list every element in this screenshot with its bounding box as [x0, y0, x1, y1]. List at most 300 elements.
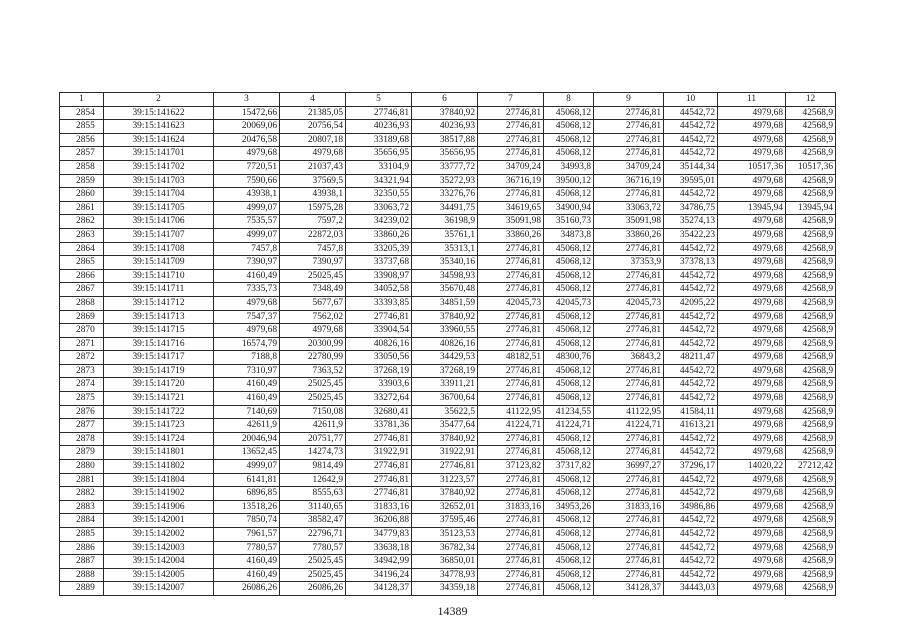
table-cell: 7140,69: [214, 405, 280, 419]
table-cell: 34851,59: [412, 296, 478, 310]
column-header: 5: [346, 93, 412, 107]
table-cell: 4979,68: [718, 120, 786, 134]
table-cell: 34619,65: [478, 201, 544, 215]
table-cell: 7850,74: [214, 514, 280, 528]
table-cell: 7150,08: [280, 405, 346, 419]
table-cell: 34429,53: [412, 351, 478, 365]
table-cell: 27746,81: [478, 541, 544, 555]
table-cell: 33638,18: [346, 541, 412, 555]
table-row: [60, 419, 836, 433]
table-cell: 14274,73: [280, 446, 346, 460]
table-cell: 44542,72: [664, 310, 718, 324]
table-cell: 42568,9: [786, 473, 836, 487]
table-cell: 39:15:141724: [104, 432, 214, 446]
table-cell: 4979,68: [214, 147, 280, 161]
column-header: 3: [214, 93, 280, 107]
table-cell: 7780,57: [214, 541, 280, 555]
table-cell: 32350,55: [346, 188, 412, 202]
table-cell: 27212,42: [786, 460, 836, 474]
table-cell: 4979,68: [718, 364, 786, 378]
table-cell: 27746,81: [478, 283, 544, 297]
table-cell: 35123,53: [412, 528, 478, 542]
table-row: [60, 215, 836, 229]
table-cell: 27746,81: [478, 568, 544, 582]
table-row: [60, 528, 836, 542]
table-row: [60, 568, 836, 582]
table-cell: 33860,26: [478, 228, 544, 242]
table-cell: 31922,91: [412, 446, 478, 460]
table-cell: 39:15:141707: [104, 228, 214, 242]
table-cell: 44542,72: [664, 337, 718, 351]
table-cell: 4979,68: [718, 106, 786, 120]
table-cell: 35091,98: [478, 215, 544, 229]
table-cell: 7457,8: [214, 242, 280, 256]
table-cell: 2877: [60, 419, 104, 433]
table-cell: 27746,81: [594, 378, 664, 392]
table-row: [60, 541, 836, 555]
table-cell: 39:15:141717: [104, 351, 214, 365]
table-cell: 45068,12: [544, 528, 594, 542]
table-cell: 41224,71: [594, 419, 664, 433]
table-cell: 42568,9: [786, 337, 836, 351]
table-cell: 2865: [60, 256, 104, 270]
table-cell: 4979,68: [718, 582, 786, 596]
table-cell: 27746,81: [478, 256, 544, 270]
table-cell: 45068,12: [544, 446, 594, 460]
table-cell: 45068,12: [544, 147, 594, 161]
table-cell: 2872: [60, 351, 104, 365]
table-cell: 20756,54: [280, 120, 346, 134]
table-cell: 45068,12: [544, 364, 594, 378]
table-cell: 27746,81: [478, 446, 544, 460]
table-cell: 34128,37: [594, 582, 664, 596]
table-cell: 39:15:141716: [104, 337, 214, 351]
table-cell: 44542,72: [664, 392, 718, 406]
table-row: [60, 364, 836, 378]
table-cell: 27746,81: [346, 460, 412, 474]
table-cell: 12642,9: [280, 473, 346, 487]
table-cell: 34128,37: [346, 582, 412, 596]
table-cell: 37840,92: [412, 432, 478, 446]
table-cell: 34900,94: [544, 201, 594, 215]
column-header: 12: [786, 93, 836, 107]
table-cell: 44542,72: [664, 568, 718, 582]
table-cell: 42568,9: [786, 392, 836, 406]
table-cell: 48211,47: [664, 351, 718, 365]
table-cell: 33272,64: [346, 392, 412, 406]
table-cell: 34359,18: [412, 582, 478, 596]
table-cell: 2866: [60, 269, 104, 283]
table-cell: 4979,68: [718, 500, 786, 514]
table-cell: 33860,26: [594, 228, 664, 242]
table-cell: 27746,81: [594, 133, 664, 147]
table-cell: 2858: [60, 160, 104, 174]
table-cell: 34491,75: [412, 201, 478, 215]
table-cell: 39:15:141710: [104, 269, 214, 283]
table-cell: 32680,41: [346, 405, 412, 419]
table-cell: 44542,72: [664, 242, 718, 256]
column-header: 6: [412, 93, 478, 107]
table-row: [60, 188, 836, 202]
table-cell: 10517,36: [786, 160, 836, 174]
table-header-row: [60, 93, 836, 107]
table-cell: 22780,99: [280, 351, 346, 365]
table-cell: 34598,93: [412, 269, 478, 283]
table-cell: 37840,92: [412, 106, 478, 120]
table-cell: 27746,81: [594, 324, 664, 338]
table-cell: 7457,8: [280, 242, 346, 256]
table-cell: 35144,34: [664, 160, 718, 174]
table-cell: 41224,71: [478, 419, 544, 433]
table-cell: 26086,26: [214, 582, 280, 596]
table-cell: 33860,26: [346, 228, 412, 242]
table-cell: 39:15:141624: [104, 133, 214, 147]
table-cell: 7535,57: [214, 215, 280, 229]
table-cell: 4979,68: [718, 242, 786, 256]
table-cell: 35274,13: [664, 215, 718, 229]
table-cell: 4160,49: [214, 392, 280, 406]
table-cell: 27746,81: [346, 432, 412, 446]
table-cell: 2870: [60, 324, 104, 338]
table-cell: 25025,45: [280, 378, 346, 392]
table-cell: 37595,46: [412, 514, 478, 528]
table-cell: 44542,72: [664, 133, 718, 147]
table-cell: 36782,34: [412, 541, 478, 555]
table-row: [60, 460, 836, 474]
table-cell: 42095,22: [664, 296, 718, 310]
table-cell: 7390,97: [214, 256, 280, 270]
table-cell: 45068,12: [544, 555, 594, 569]
table-cell: 4979,68: [718, 405, 786, 419]
table-cell: 13945,94: [786, 201, 836, 215]
table-cell: 42611,9: [280, 419, 346, 433]
table-cell: 38517,88: [412, 133, 478, 147]
table-cell: 34443,03: [664, 582, 718, 596]
table-cell: 42568,9: [786, 487, 836, 501]
table-cell: 42568,9: [786, 228, 836, 242]
table-cell: 15472,66: [214, 106, 280, 120]
table-cell: 2873: [60, 364, 104, 378]
table-cell: 45068,12: [544, 310, 594, 324]
table-cell: 2875: [60, 392, 104, 406]
table-cell: 37268,19: [412, 364, 478, 378]
table-cell: 10517,36: [718, 160, 786, 174]
table-cell: 34196,24: [346, 568, 412, 582]
table-cell: 33104,9: [346, 160, 412, 174]
table-cell: 4979,68: [214, 324, 280, 338]
table-row: [60, 337, 836, 351]
table-cell: 42568,9: [786, 419, 836, 433]
table-cell: 38582,47: [280, 514, 346, 528]
table-cell: 31833,16: [346, 500, 412, 514]
table-cell: 27746,81: [478, 147, 544, 161]
table-cell: 39:15:141723: [104, 419, 214, 433]
table-cell: 42568,9: [786, 378, 836, 392]
table-cell: 34986,86: [664, 500, 718, 514]
table-cell: 35656,95: [346, 147, 412, 161]
table-cell: 33737,68: [346, 256, 412, 270]
table-cell: 31140,65: [280, 500, 346, 514]
table-cell: 4979,68: [718, 487, 786, 501]
table-cell: 37317,82: [544, 460, 594, 474]
table-cell: 36206,88: [346, 514, 412, 528]
table-cell: 7562,02: [280, 310, 346, 324]
column-header: 10: [664, 93, 718, 107]
table-cell: 40826,16: [412, 337, 478, 351]
table-cell: 25025,45: [280, 269, 346, 283]
table-cell: 42568,9: [786, 582, 836, 596]
table-cell: 34953,26: [544, 500, 594, 514]
column-header: 2: [104, 93, 214, 107]
table-cell: 20300,99: [280, 337, 346, 351]
table-cell: 42568,9: [786, 324, 836, 338]
table-cell: 27746,81: [594, 364, 664, 378]
table-cell: 2887: [60, 555, 104, 569]
table-cell: 44542,72: [664, 106, 718, 120]
table-cell: 44542,72: [664, 555, 718, 569]
table-cell: 7720,51: [214, 160, 280, 174]
table-cell: 4979,68: [718, 256, 786, 270]
table-cell: 42568,9: [786, 106, 836, 120]
table-cell: 9814,49: [280, 460, 346, 474]
table-cell: 16574,79: [214, 337, 280, 351]
table-cell: 4979,68: [718, 228, 786, 242]
table-cell: 27746,81: [594, 188, 664, 202]
table-cell: 37378,13: [664, 256, 718, 270]
table-cell: 2855: [60, 120, 104, 134]
table-cell: 45068,12: [544, 541, 594, 555]
table-cell: 41613,21: [664, 419, 718, 433]
table-row: [60, 392, 836, 406]
table-cell: 40236,93: [412, 120, 478, 134]
table-cell: 42568,9: [786, 283, 836, 297]
table-cell: 39:15:141715: [104, 324, 214, 338]
table-cell: 2869: [60, 310, 104, 324]
table-cell: 44542,72: [664, 528, 718, 542]
table-cell: 31223,57: [412, 473, 478, 487]
table-cell: 31833,16: [594, 500, 664, 514]
table-cell: 35622,5: [412, 405, 478, 419]
table-cell: 39:15:141721: [104, 392, 214, 406]
table-row: [60, 487, 836, 501]
table-cell: 4999,07: [214, 228, 280, 242]
table-cell: 35272,93: [412, 174, 478, 188]
table-cell: 42568,9: [786, 568, 836, 582]
table-cell: 41122,95: [478, 405, 544, 419]
table-row: [60, 269, 836, 283]
table-cell: 4979,68: [718, 133, 786, 147]
table-cell: 27746,81: [594, 242, 664, 256]
table-cell: 27746,81: [478, 324, 544, 338]
table-cell: 20069,06: [214, 120, 280, 134]
table-cell: 33050,56: [346, 351, 412, 365]
table-cell: 4979,68: [718, 528, 786, 542]
table-cell: 42568,9: [786, 446, 836, 460]
table-row: [60, 555, 836, 569]
table-cell: 27746,81: [594, 120, 664, 134]
column-header: 11: [718, 93, 786, 107]
table-cell: 27746,81: [594, 541, 664, 555]
table-cell: 21385,05: [280, 106, 346, 120]
table-cell: 36700,64: [412, 392, 478, 406]
table-cell: 27746,81: [478, 120, 544, 134]
table-cell: 20751,77: [280, 432, 346, 446]
table-row: [60, 174, 836, 188]
table-cell: 2871: [60, 337, 104, 351]
table-cell: 4979,68: [214, 296, 280, 310]
table-cell: 33189,68: [346, 133, 412, 147]
table-cell: 27746,81: [346, 310, 412, 324]
table-cell: 27746,81: [594, 392, 664, 406]
table-cell: 4979,68: [718, 446, 786, 460]
table-cell: 4979,68: [718, 147, 786, 161]
table-cell: 27746,81: [594, 147, 664, 161]
table-cell: 42568,9: [786, 432, 836, 446]
table-cell: 4999,07: [214, 201, 280, 215]
table-cell: 39:15:142004: [104, 555, 214, 569]
table-cell: 2881: [60, 473, 104, 487]
table-cell: 39:15:141802: [104, 460, 214, 474]
table-body: [60, 106, 836, 595]
table-cell: 27746,81: [478, 432, 544, 446]
table-row: [60, 582, 836, 596]
table-cell: 27746,81: [594, 514, 664, 528]
table-cell: 27746,81: [478, 106, 544, 120]
table-row: [60, 256, 836, 270]
table-cell: 42568,9: [786, 528, 836, 542]
table-cell: 27746,81: [478, 133, 544, 147]
table-cell: 36850,01: [412, 555, 478, 569]
table-row: [60, 160, 836, 174]
table-cell: 39:15:141804: [104, 473, 214, 487]
table-cell: 44542,72: [664, 188, 718, 202]
table-cell: 45068,12: [544, 432, 594, 446]
table-cell: 6896,85: [214, 487, 280, 501]
table-cell: 44542,72: [664, 120, 718, 134]
table-cell: 21037,43: [280, 160, 346, 174]
table-cell: 37569,5: [280, 174, 346, 188]
table-cell: 27746,81: [346, 487, 412, 501]
table-cell: 2861: [60, 201, 104, 215]
table-cell: 34778,93: [412, 568, 478, 582]
table-cell: 27746,81: [478, 188, 544, 202]
table-row: [60, 120, 836, 134]
table-cell: 4979,68: [718, 351, 786, 365]
table-cell: 33276,76: [412, 188, 478, 202]
table-cell: 2880: [60, 460, 104, 474]
table-cell: 41122,95: [594, 405, 664, 419]
table-cell: 4979,68: [718, 514, 786, 528]
table-cell: 39:15:141719: [104, 364, 214, 378]
table-cell: 2874: [60, 378, 104, 392]
table-cell: 27746,81: [478, 242, 544, 256]
table-cell: 42045,73: [594, 296, 664, 310]
table-cell: 42568,9: [786, 147, 836, 161]
table-cell: 39:15:141706: [104, 215, 214, 229]
table-cell: 2864: [60, 242, 104, 256]
table-cell: 25025,45: [280, 555, 346, 569]
table-cell: 27746,81: [478, 337, 544, 351]
table-row: [60, 500, 836, 514]
table-cell: 39:15:141701: [104, 147, 214, 161]
table-cell: 7348,49: [280, 283, 346, 297]
table-row: [60, 147, 836, 161]
table-cell: 27746,81: [594, 432, 664, 446]
table-cell: 4999,07: [214, 460, 280, 474]
table-cell: 39:15:141712: [104, 296, 214, 310]
table-cell: 4160,49: [214, 555, 280, 569]
table-cell: 39:15:141902: [104, 487, 214, 501]
table-cell: 7597,2: [280, 215, 346, 229]
table-cell: 6141,81: [214, 473, 280, 487]
table-cell: 42568,9: [786, 133, 836, 147]
table-cell: 31922,91: [346, 446, 412, 460]
table-cell: 41224,71: [544, 419, 594, 433]
table-cell: 14020,22: [718, 460, 786, 474]
table-cell: 42568,9: [786, 296, 836, 310]
table-cell: 36716,19: [594, 174, 664, 188]
table-cell: 42045,73: [478, 296, 544, 310]
table-row: [60, 283, 836, 297]
table-cell: 42611,9: [214, 419, 280, 433]
table-cell: 5677,67: [280, 296, 346, 310]
column-header: 1: [60, 93, 104, 107]
table-cell: 42568,9: [786, 120, 836, 134]
table-cell: 44542,72: [664, 514, 718, 528]
table-cell: 4979,68: [718, 568, 786, 582]
table-row: [60, 405, 836, 419]
table-cell: 27746,81: [594, 446, 664, 460]
table-row: [60, 514, 836, 528]
table-cell: 45068,12: [544, 568, 594, 582]
table-cell: 44542,72: [664, 283, 718, 297]
table-cell: 27746,81: [346, 473, 412, 487]
table-cell: 45068,12: [544, 283, 594, 297]
table-cell: 4979,68: [718, 541, 786, 555]
table-cell: 45068,12: [544, 256, 594, 270]
table-cell: 39:15:141711: [104, 283, 214, 297]
table-cell: 2883: [60, 500, 104, 514]
table-row: [60, 324, 836, 338]
table-cell: 2867: [60, 283, 104, 297]
table-cell: 39:15:141703: [104, 174, 214, 188]
table-cell: 27746,81: [478, 378, 544, 392]
data-table: [59, 92, 836, 596]
table-cell: 27746,81: [594, 487, 664, 501]
table-cell: 35313,1: [412, 242, 478, 256]
column-header: 9: [594, 93, 664, 107]
table-cell: 2889: [60, 582, 104, 596]
table-cell: 37123,82: [478, 460, 544, 474]
table-cell: 40826,16: [346, 337, 412, 351]
table-cell: 25025,45: [280, 568, 346, 582]
table-row: [60, 242, 836, 256]
table-cell: 34709,24: [478, 160, 544, 174]
table-cell: 39:15:142002: [104, 528, 214, 542]
table-cell: 27746,81: [478, 582, 544, 596]
table-cell: 33904,54: [346, 324, 412, 338]
table-cell: 42568,9: [786, 405, 836, 419]
table-cell: 2862: [60, 215, 104, 229]
table-cell: 42045,73: [544, 296, 594, 310]
table-cell: 25025,45: [280, 392, 346, 406]
table-cell: 43938,1: [214, 188, 280, 202]
table-cell: 4979,68: [718, 269, 786, 283]
table-cell: 2879: [60, 446, 104, 460]
table-cell: 33960,55: [412, 324, 478, 338]
table-cell: 27746,81: [478, 555, 544, 569]
table-cell: 33393,85: [346, 296, 412, 310]
